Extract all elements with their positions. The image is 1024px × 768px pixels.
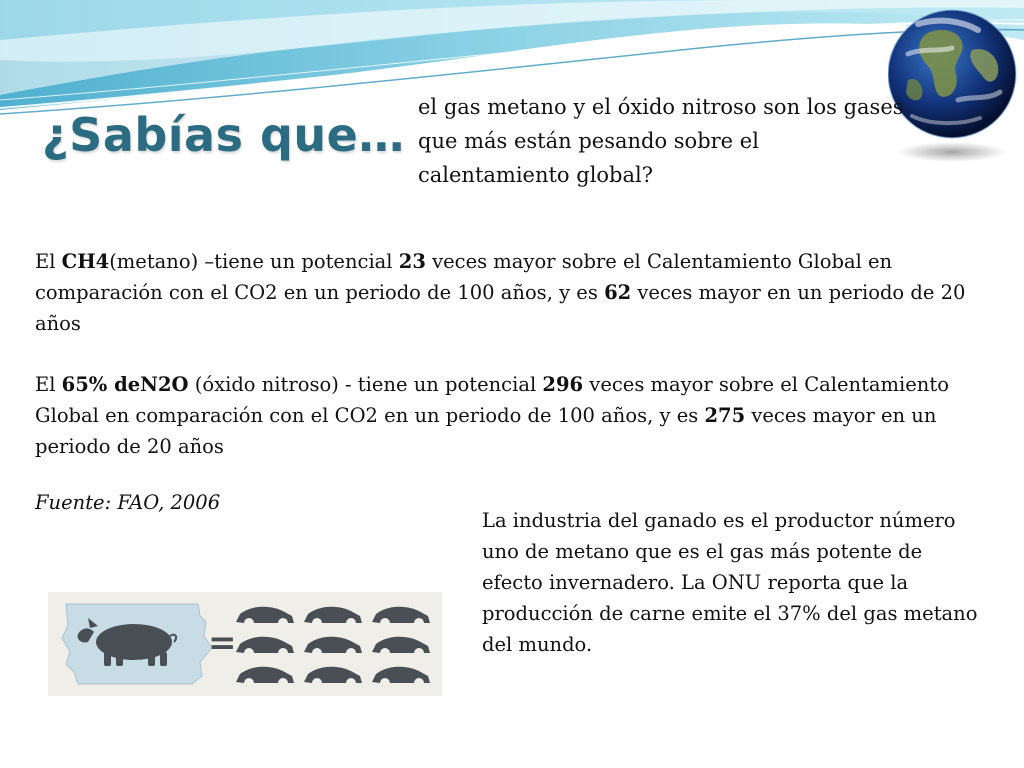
bold-number: 275 <box>704 404 746 427</box>
text-run: veces mayor sobre el Calentamiento Global en comparación con el CO2 en un periodo de 100 años, y es <box>35 250 893 304</box>
intro-question: el gas metano y el óxido nitroso son los gases que más están pesando sobre el calentamiento global? <box>418 95 904 187</box>
slide-title: ¿Sabías que… <box>42 108 405 162</box>
bold-number: 62 <box>604 281 632 304</box>
globe-icon <box>888 4 1022 166</box>
pig-equals-cars-illustration <box>48 592 442 696</box>
methane-paragraph <box>35 246 995 339</box>
text-run: El <box>35 250 62 273</box>
bold-term: 65% deN2O <box>61 373 189 396</box>
text-run: (metano) –tiene un potencial <box>109 250 399 273</box>
text-run: El <box>35 373 62 396</box>
bold-term: CH4 <box>61 250 110 273</box>
livestock-note: La industria del ganado es el productor número uno de metano que es el gas más potente de efecto invernadero. La ONU reporta que la producción de carne emite el 37% del gas metano del mundo. <box>482 509 978 656</box>
bold-number: 23 <box>398 250 426 273</box>
car-icons <box>236 607 430 683</box>
text-run: veces mayor en un periodo de 20 años <box>35 281 966 335</box>
text-run: veces mayor sobre el Calentamiento Global en comparación con el CO2 en un periodo de 100 años, y es <box>35 373 949 427</box>
bold-number: 296 <box>542 373 584 396</box>
source-citation: Fuente: FAO, 2006 <box>35 491 221 514</box>
text-run: (óxido nitroso) - tiene un potencial <box>188 373 543 396</box>
nitrous-oxide-paragraph <box>35 369 995 462</box>
equals-sign: = <box>208 623 237 663</box>
text-run: veces mayor en un periodo de 20 años <box>35 404 937 458</box>
